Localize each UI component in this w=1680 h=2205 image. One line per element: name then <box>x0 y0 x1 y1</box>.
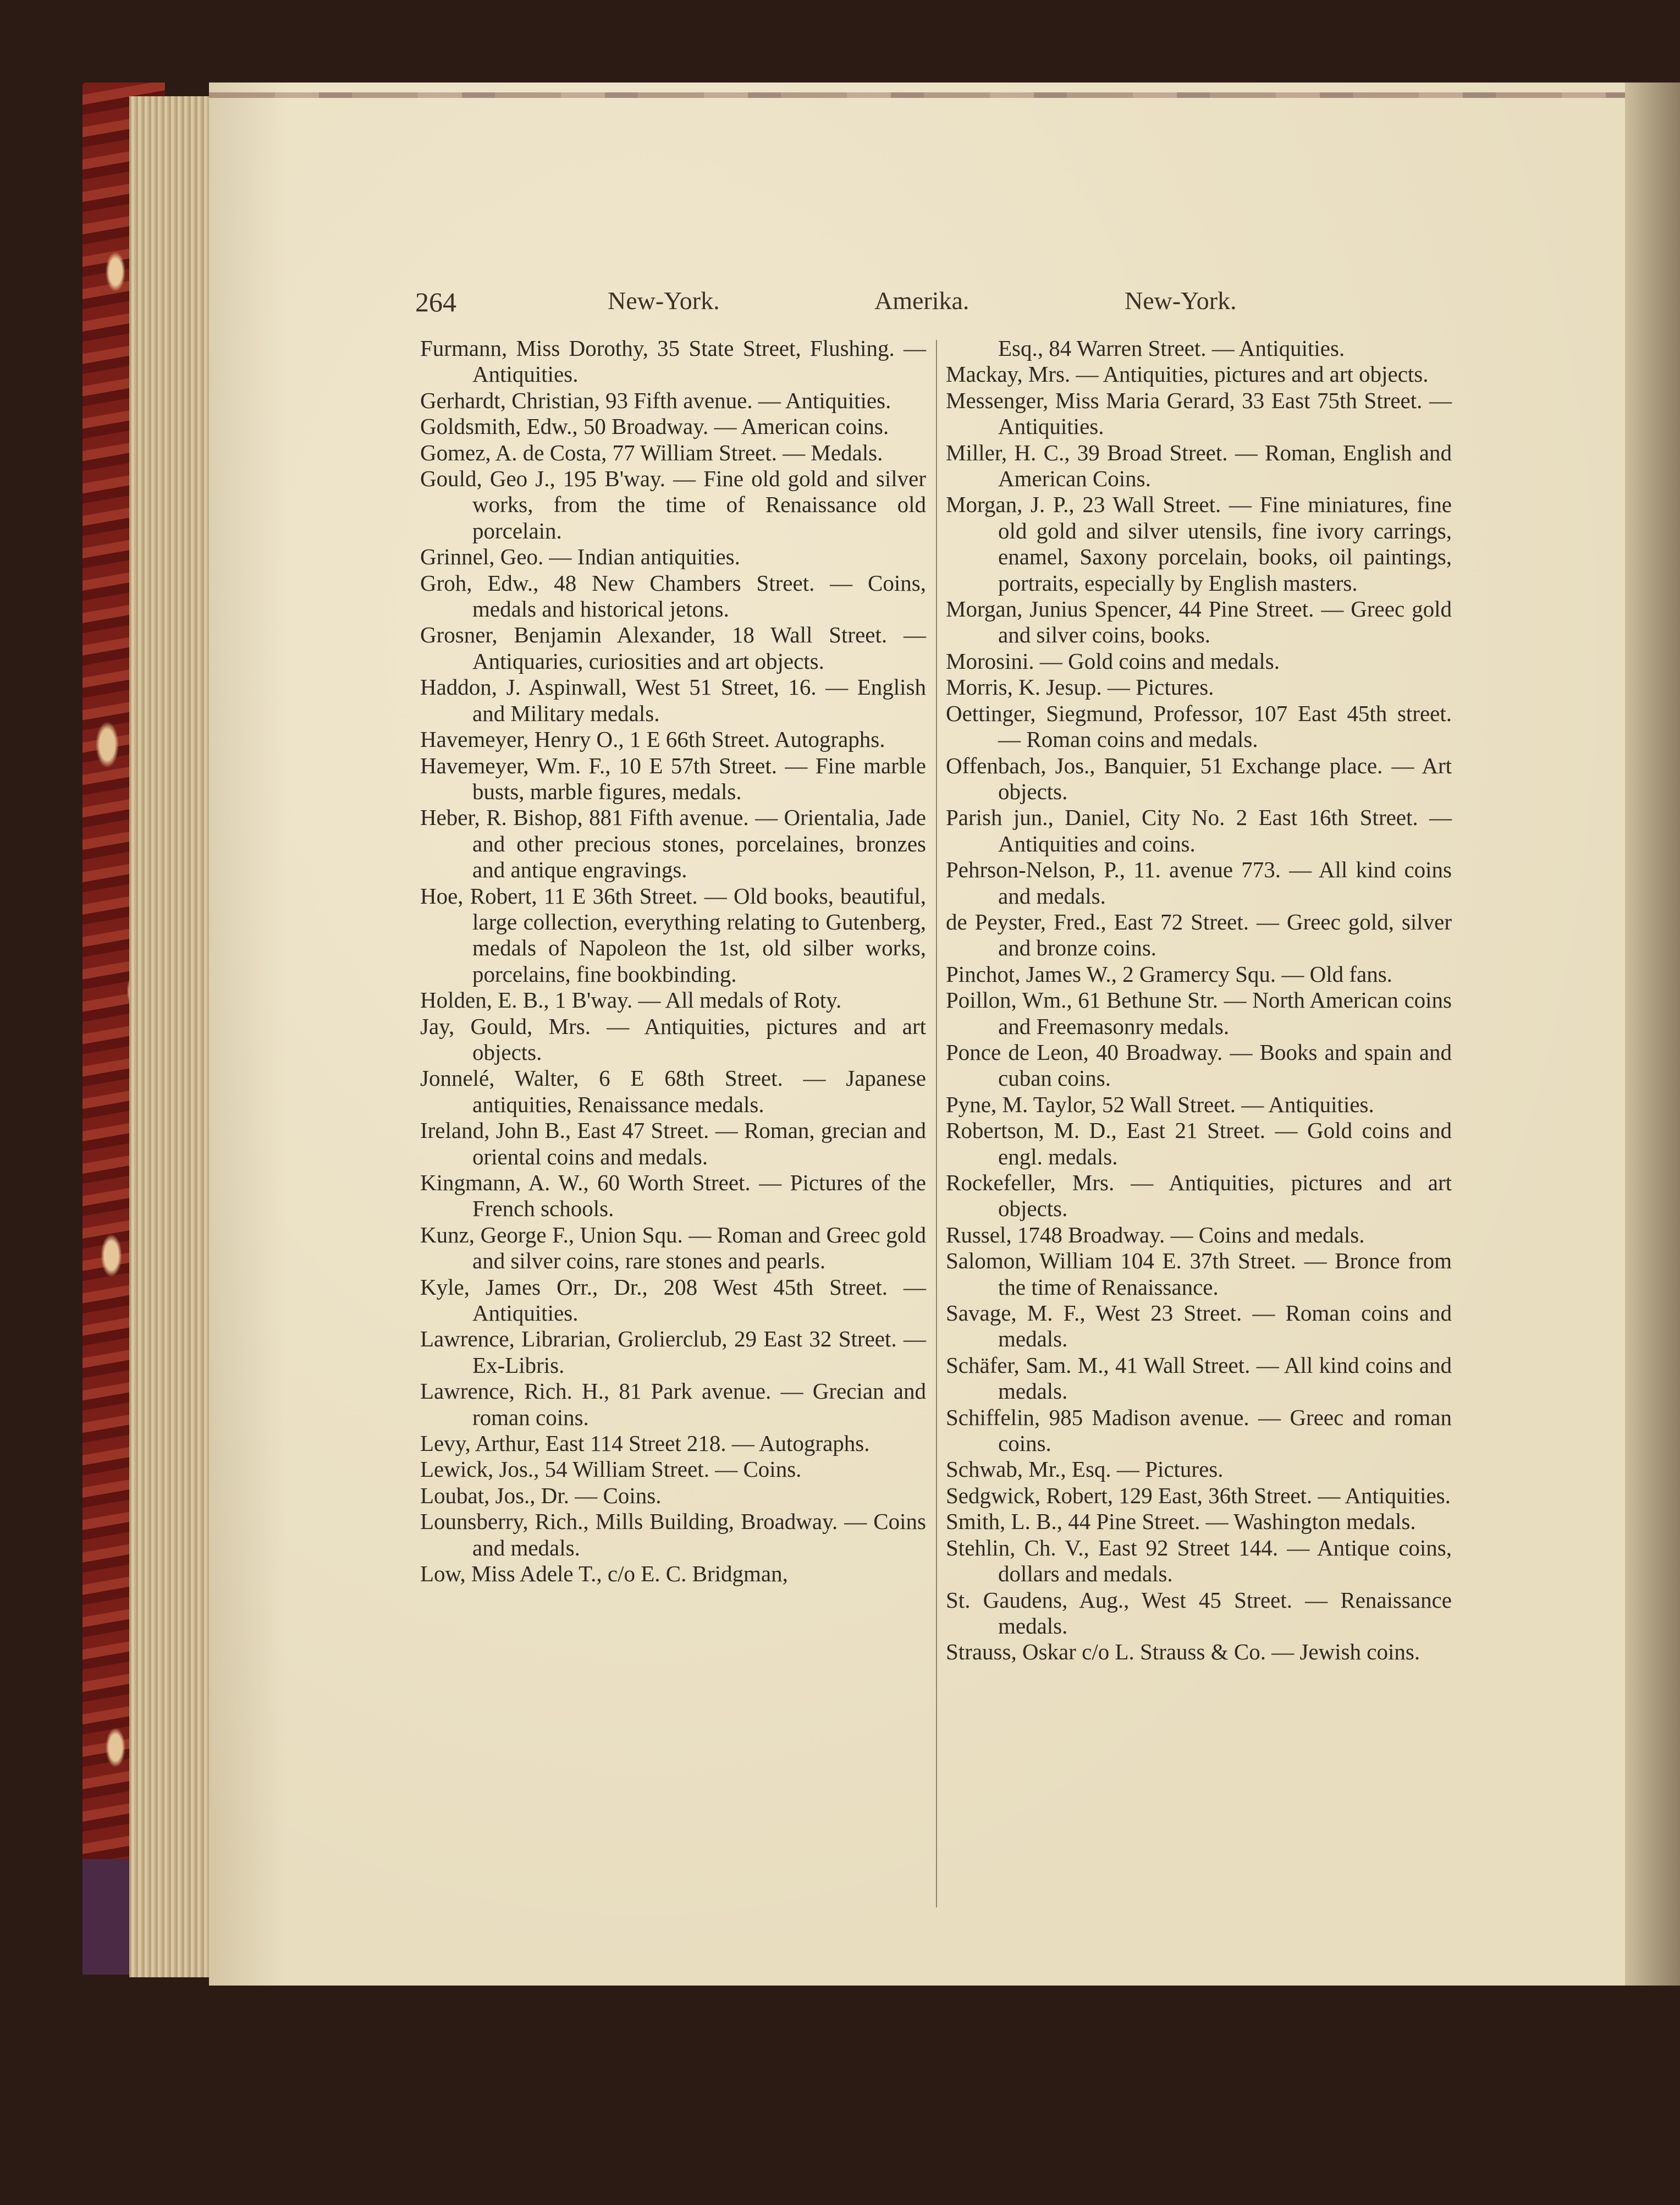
entry: Lawrence, Librarian, Grolierclub, 29 East 32 Street. — Ex-Libris. <box>420 1326 926 1378</box>
entry: Robertson, M. D., East 21 Street. — Gold coins and engl. medals. <box>946 1118 1452 1169</box>
entry: Jonnelé, Walter, 6 E 68th Street. — Japanese antiquities, Renaissance medals. <box>420 1065 926 1117</box>
entry: Low, Miss Adele T., c/o E. C. Bridgman, <box>420 1561 788 1587</box>
entry: Morgan, J. P., 23 Wall Street. — Fine miniatures, fine old gold and silver utensils, fine ivory carrings, enamel, Saxony porcelain, books, oil paintings, portraits, especially by English masters. <box>946 492 1452 596</box>
entry: Furmann, Miss Dorothy, 35 State Street, Flushing. — Antiquities. <box>420 336 926 387</box>
entry: Lounsberry, Rich., Mills Building, Broadway. — Coins and medals. <box>420 1509 926 1560</box>
entry: Loubat, Jos., Dr. — Coins. <box>420 1482 662 1508</box>
header-center: Amerika. <box>874 287 970 315</box>
entry: Kingmann, A. W., 60 Worth Street. — Pictures of the French schools. <box>420 1170 926 1222</box>
entry: Grinnel, Geo. — Indian antiquities. <box>420 544 740 570</box>
entry: Pehrson-Nelson, P., 11. avenue 773. — All kind coins and medals. <box>946 857 1452 909</box>
page-number: 264 <box>415 287 456 317</box>
left-column <box>420 336 926 1587</box>
entry: Schwab, Mr., Esq. — Pictures. <box>946 1456 1224 1482</box>
entry: Gomez, A. de Costa, 77 William Street. — Medals. <box>420 439 883 465</box>
header-right: New-York. <box>1125 287 1237 315</box>
entry: Lewick, Jos., 54 William Street. — Coins. <box>420 1456 802 1482</box>
entry: Rockefeller, Mrs. — Antiquities, pictures and art objects. <box>946 1170 1452 1222</box>
running-head <box>415 286 1262 325</box>
entry: Offenbach, Jos., Banquier, 51 Exchange place. — Art objects. <box>946 752 1452 804</box>
entry: Strauss, Oskar c/o L. Strauss & Co. — Jewish coins. <box>946 1639 1420 1665</box>
entry: Parish jun., Daniel, City No. 2 East 16th Street. — Antiquities and coins. <box>946 805 1452 856</box>
entry: Miller, H. C., 39 Broad Street. — Roman, English and American Coins. <box>946 439 1452 492</box>
entry: Grosner, Benjamin Alexander, 18 Wall Street. — Antiquaries, curiosities and art objects. <box>420 622 926 674</box>
entry: Ireland, John B., East 47 Street. — Roman, grecian and oriental coins and medals. <box>420 1118 926 1169</box>
entry: Schäfer, Sam. M., 41 Wall Street. — All kind coins and medals. <box>946 1352 1452 1404</box>
entry-continuation: Esq., 84 Warren Street. — Antiquities. <box>998 336 1345 361</box>
entry: Morgan, Junius Spencer, 44 Pine Street. — Greec gold and silver coins, books. <box>946 596 1452 648</box>
entry: Poillon, Wm., 61 Bethune Str. — North American coins and Freemasonry medals. <box>946 987 1452 1039</box>
entry: Gerhardt, Christian, 93 Fifth avenue. — Antiquities. <box>420 387 891 413</box>
entry: Salomon, William 104 E. 37th Street. — Bronce from the time of Renaissance. <box>946 1248 1452 1300</box>
entry: Kunz, George F., Union Squ. — Roman and Greec gold and silver coins, rare stones and pearls. <box>420 1222 926 1274</box>
entry: Jay, Gould, Mrs. — Antiquities, pictures and art objects. <box>420 1013 926 1065</box>
entry: Havemeyer, Wm. F., 10 E 57th Street. — Fine marble busts, marble figures, medals. <box>420 752 926 804</box>
entry: Lawrence, Rich. H., 81 Park avenue. — Grecian and roman coins. <box>420 1378 926 1430</box>
entry: Levy, Arthur, East 114 Street 218. — Autographs. <box>420 1431 870 1456</box>
entry: Groh, Edw., 48 New Chambers Street. — Coins, medals and historical jetons. <box>420 570 926 622</box>
entry: Kyle, James Orr., Dr., 208 West 45th Street. — Antiquities. <box>420 1274 926 1326</box>
entry: Oettinger, Siegmund, Professor, 107 East 45th street. — Roman coins and medals. <box>946 700 1452 752</box>
entry: Hoe, Robert, 11 E 36th Street. — Old books, beautiful, large collection, everything relating to Gutenberg, medals of Napoleon the 1st, old silber works, porcelains, fine bookbinding. <box>420 883 926 987</box>
entry: Mackay, Mrs. — Antiquities, pictures and art objects. <box>946 361 1429 387</box>
page-top-edge <box>209 92 1639 98</box>
entry: Holden, E. B., 1 B'way. — All medals of Roty. <box>420 987 842 1013</box>
entry: Heber, R. Bishop, 881 Fifth avenue. — Orientalia, Jade and other precious stones, porcelaines, bronzes and antique engravings. <box>420 805 926 883</box>
entry: Smith, L. B., 44 Pine Street. — Washington medals. <box>946 1509 1416 1535</box>
entry: Sedgwick, Robert, 129 East, 36th Street. — Antiquities. <box>946 1482 1451 1508</box>
entry: Pinchot, James W., 2 Gramercy Squ. — Old fans. <box>946 961 1392 987</box>
entry: Morosini. — Gold coins and medals. <box>946 648 1280 674</box>
entry: Morris, K. Jesup. — Pictures. <box>946 674 1214 700</box>
entry: Russel, 1748 Broadway. — Coins and medals. <box>946 1222 1365 1247</box>
entry: de Peyster, Fred., East 72 Street. — Greec gold, silver and bronze coins. <box>946 909 1452 961</box>
entry: Schiffelin, 985 Madison avenue. — Greec and roman coins. <box>946 1404 1452 1456</box>
column-divider <box>936 340 937 1907</box>
right-column <box>946 336 1452 1665</box>
next-page-edge <box>1625 83 1680 1986</box>
entry: Haddon, J. Aspinwall, West 51 Street, 16. — English and Military medals. <box>420 674 926 726</box>
header-left: New-York. <box>608 287 720 315</box>
entry: Havemeyer, Henry O., 1 E 66th Street. Autographs. <box>420 727 885 752</box>
entry: St. Gaudens, Aug., West 45 Street. — Renaissance medals. <box>946 1587 1452 1638</box>
entry: Ponce de Leon, 40 Broadway. — Books and spain and cuban coins. <box>946 1039 1452 1091</box>
entry: Gould, Geo J., 195 B'way. — Fine old gold and silver works, from the time of Renaissance old porcelain. <box>420 466 926 543</box>
entry: Stehlin, Ch. V., East 92 Street 144. — Antique coins, dollars and medals. <box>946 1535 1452 1587</box>
entry: Pyne, M. Taylor, 52 Wall Street. — Antiquities. <box>946 1091 1374 1117</box>
entry: Messenger, Miss Maria Gerard, 33 East 75th Street. — Antiquities. <box>946 387 1452 439</box>
entry: Savage, M. F., West 23 Street. — Roman coins and medals. <box>946 1300 1452 1352</box>
entry: Goldsmith, Edw., 50 Broadway. — American coins. <box>420 414 889 439</box>
